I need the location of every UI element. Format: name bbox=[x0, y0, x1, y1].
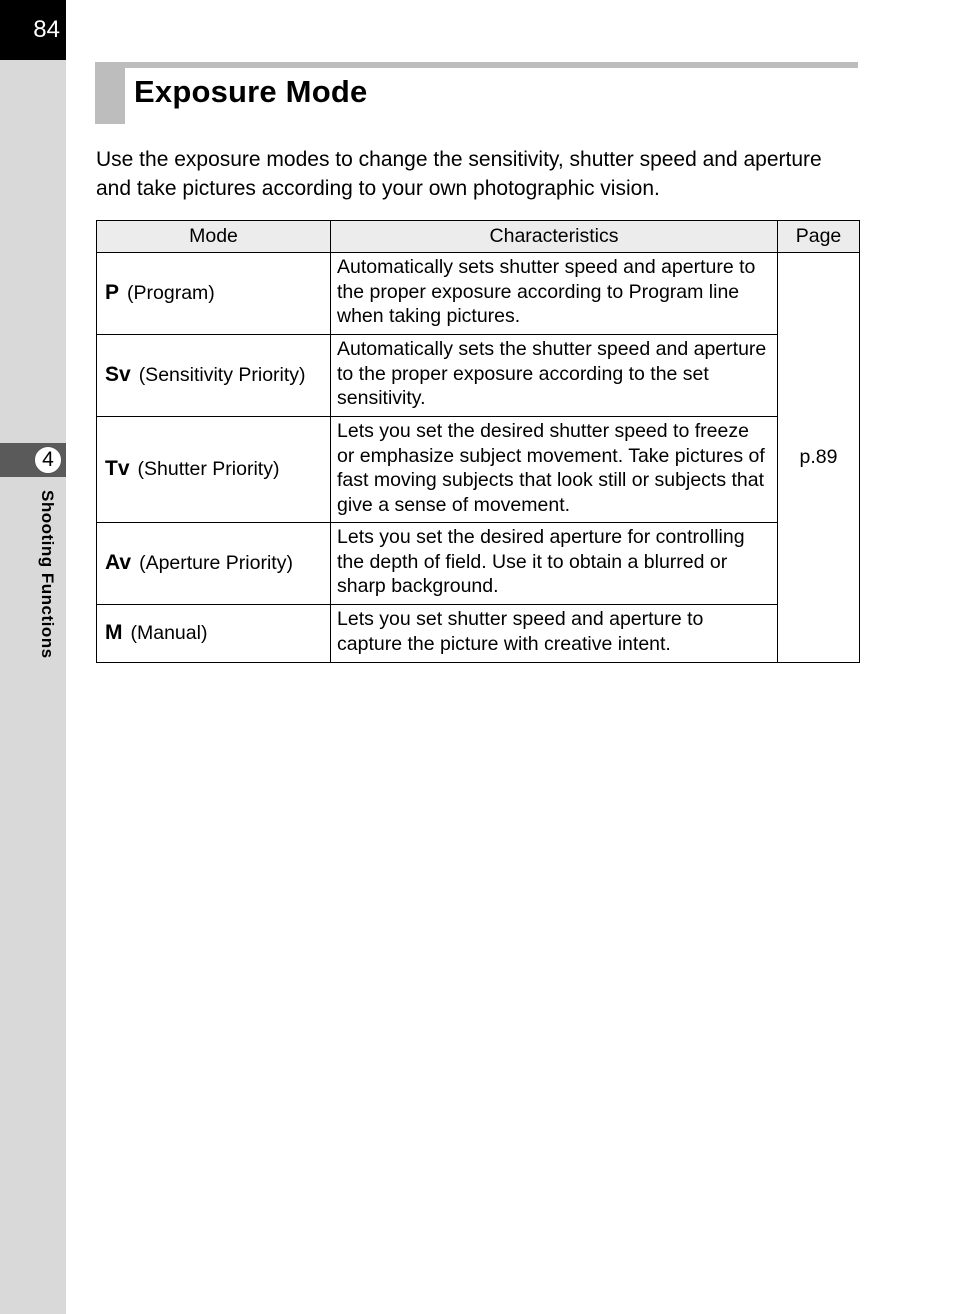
aperture-priority-icon: Av bbox=[105, 551, 132, 575]
mode-name: (Sensitivity Priority) bbox=[138, 364, 306, 387]
mode-cell bbox=[97, 253, 331, 335]
mode-cell bbox=[97, 605, 331, 663]
table-row bbox=[97, 523, 860, 605]
heading-rule bbox=[125, 62, 858, 68]
mode-description: Automatically sets shutter speed and aperture to the proper exposure according to Program line when taking pictures. bbox=[331, 253, 778, 335]
shutter-priority-icon: Tv bbox=[105, 457, 130, 481]
mode-name: (Shutter Priority) bbox=[137, 458, 280, 481]
exposure-mode-table bbox=[96, 220, 860, 663]
mode-description: Lets you set the desired aperture for controlling the depth of field. Use it to obtain a blurred or sharp background. bbox=[331, 523, 778, 605]
mode-description: Lets you set shutter speed and aperture to capture the picture with creative intent. bbox=[331, 605, 778, 663]
mode-cell bbox=[97, 335, 331, 417]
page-reference: p.89 bbox=[778, 253, 860, 663]
table-header-row bbox=[97, 221, 860, 253]
sensitivity-priority-icon: Sv bbox=[105, 363, 131, 387]
section-heading bbox=[95, 62, 858, 124]
header-mode: Mode bbox=[97, 221, 331, 253]
table-row bbox=[97, 253, 860, 335]
page-number: 84 bbox=[0, 0, 66, 60]
mode-cell bbox=[97, 417, 331, 523]
mode-name: (Program) bbox=[127, 282, 215, 305]
program-mode-icon: P bbox=[105, 281, 120, 305]
table-row bbox=[97, 335, 860, 417]
header-page: Page bbox=[778, 221, 860, 253]
heading-marker bbox=[95, 62, 125, 124]
header-characteristics: Characteristics bbox=[331, 221, 778, 253]
chapter-number-badge: 4 bbox=[34, 446, 62, 474]
chapter-title: Shooting Functions bbox=[38, 490, 57, 659]
table-row bbox=[97, 605, 860, 663]
table-row bbox=[97, 417, 860, 523]
mode-cell bbox=[97, 523, 331, 605]
mode-description: Lets you set the desired shutter speed to freeze or emphasize subject movement. Take pictures of fast moving subjects that look still or subjects that give a sense of movement. bbox=[331, 417, 778, 523]
mode-name: (Aperture Priority) bbox=[139, 552, 293, 575]
mode-name: (Manual) bbox=[130, 622, 208, 645]
manual-mode-icon: M bbox=[105, 621, 123, 645]
mode-description: Automatically sets the shutter speed and aperture to the proper exposure according to the set sensitivity. bbox=[331, 335, 778, 417]
page-title: Exposure Mode bbox=[134, 74, 368, 109]
intro-paragraph: Use the exposure modes to change the sensitivity, shutter speed and aperture and take pictures according to your own photographic vision. bbox=[96, 148, 822, 200]
